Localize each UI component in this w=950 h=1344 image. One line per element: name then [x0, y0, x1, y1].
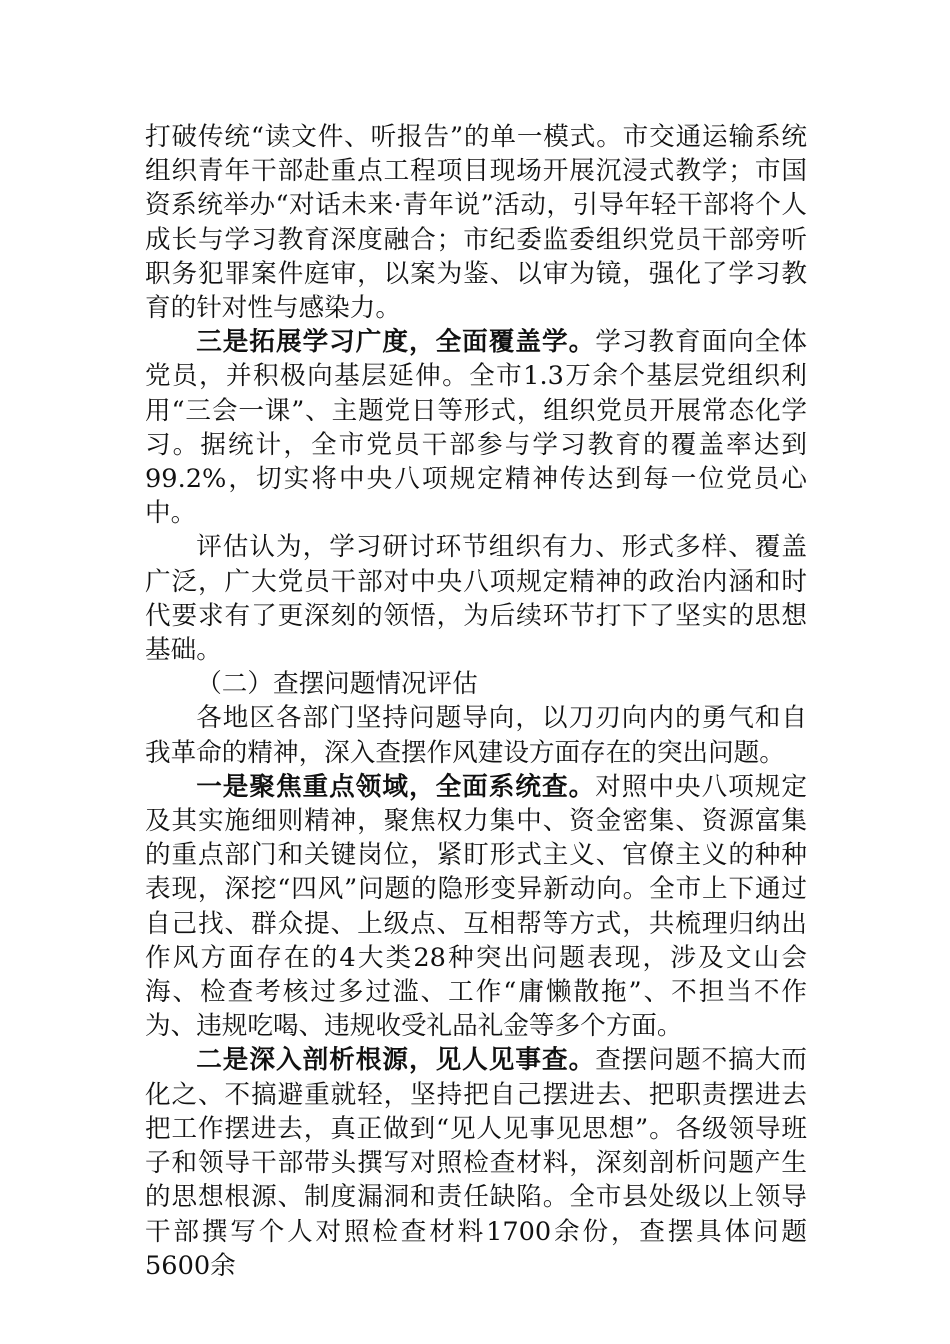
- paragraph-text: 各地区各部门坚持问题导向，以刀刃向内的勇气和自我革命的精神，深入查摆作风建设方面存在的突出问题。: [145, 703, 807, 768]
- paragraph-text: 打破传统“读文件、听报告”的单一模式。市交通运输系统组织青年干部赴重点工程项目现场开展沉浸式教学；市国资系统举办“对话未来·青年说”活动，引导年轻干部将个人成长与学习教育深度融合；市纪委监委组织党员干部旁听职务犯罪案件庭审，以案为鉴、以审为镜，强化了学习教育的针对性与感染力。: [145, 122, 807, 324]
- paragraph-text: 对照中央八项规定及其实施细则精神，聚焦权力集中、资金密集、资源富集的重点部门和关键岗位，紧盯形式主义、官僚主义的种种表现，深挖“四风”问题的隐形变异新动向。全市上下通过自己找、群众提、上级点、互相帮等方式，共梳理归纳出作风方面存在的4大类28种突出问题表现，涉及文山会海、检查考核过多过滥、工作“庸懒散拖”、不担当不作为、违规吃喝、违规收受礼品礼金等多个方面。: [145, 771, 807, 1042]
- paragraph-focus-areas: [145, 770, 807, 1044]
- paragraph-lead: 二是深入剖析根源，见人见事查。: [196, 1045, 596, 1076]
- paragraph-root-causes: [145, 1043, 807, 1282]
- paragraph-intro: [145, 701, 807, 769]
- paragraph-lead: 一是聚焦重点领域，全面系统查。: [196, 771, 596, 802]
- section-heading-text: （二）查摆问题情况评估: [196, 669, 478, 700]
- document-page: [145, 120, 807, 1283]
- paragraph-assessment: [145, 530, 807, 667]
- paragraph-continuation: [145, 120, 807, 325]
- paragraph-text: 学习教育面向全体党员，并积极向基层延伸。全市1.3万余个基层党组织利用“三会一课”、主题党日等形式，组织党员开展常态化学习。据统计，全市党员干部参与学习教育的覆盖率达到99.2%，切实将中央八项规定精神传达到每一位党员心中。: [145, 327, 807, 529]
- section-heading: [145, 667, 807, 701]
- paragraph-lead: 三是拓展学习广度，全面覆盖学。: [196, 327, 596, 358]
- paragraph-text: 查摆问题不搞大而化之、不搞避重就轻，坚持把自己摆进去、把职责摆进去把工作摆进去，真正做到“见人见事见思想”。各级领导班子和领导干部带头撰写对照检查材料，深刻剖析问题产生的思想根源、制度漏洞和责任缺陷。全市县处级以上领导干部撰写个人对照检查材料1700余份，查摆具体问题5600余: [145, 1045, 807, 1281]
- paragraph-text: 评估认为，学习研讨环节组织有力、形式多样、覆盖广泛，广大党员干部对中央八项规定精神的政治内涵和时代要求有了更深刻的领悟，为后续环节打下了坚实的思想基础。: [145, 532, 807, 666]
- paragraph-coverage: [145, 325, 807, 530]
